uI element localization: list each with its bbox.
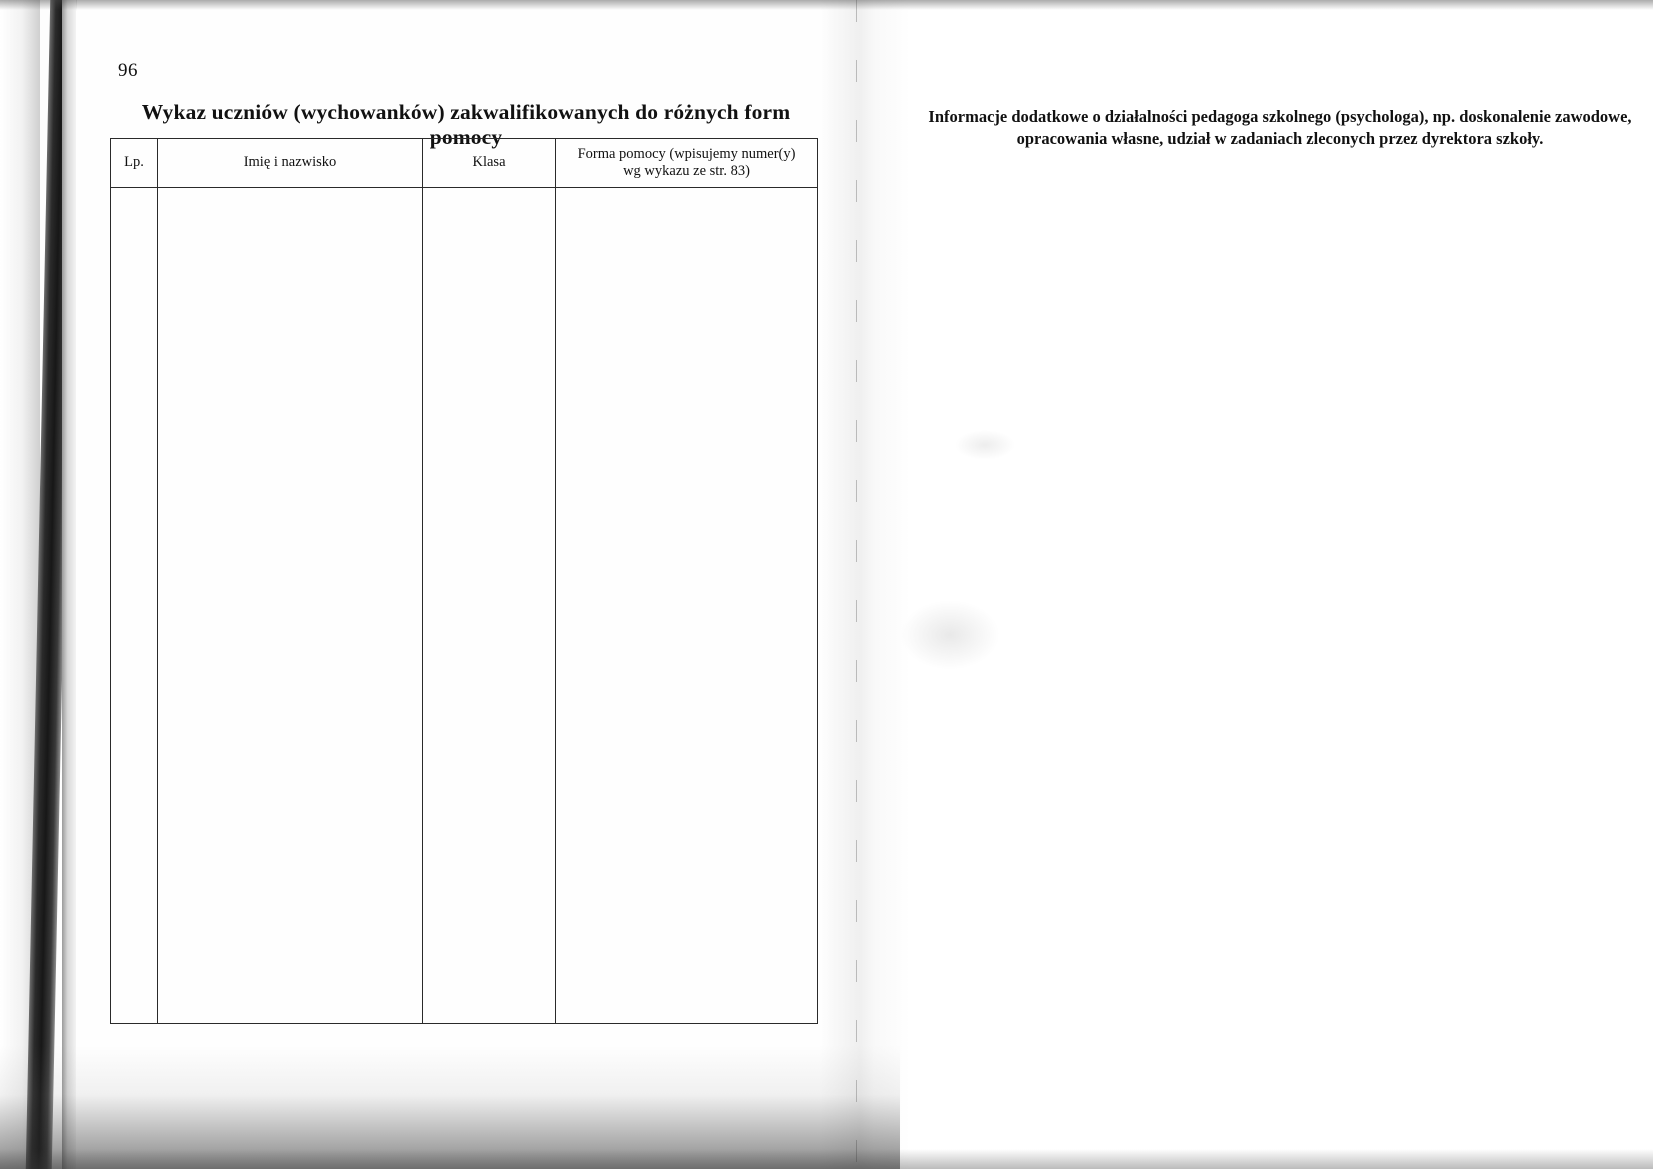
- cell-name[interactable]: [158, 188, 423, 1024]
- right-page-heading-line2: opracowania własne, udział w zadaniach zleconych przez dyrektora szkoły.: [1016, 129, 1544, 149]
- table-body: [111, 188, 818, 1024]
- top-edge-shadow: [0, 0, 1653, 10]
- spine-page-edge: [62, 0, 76, 1169]
- paper-smudge-secondary: [955, 430, 1015, 460]
- gutter-stitch-line: [856, 0, 857, 1169]
- column-header-assistance-form-line2: wg wykazu ze str. 83): [623, 163, 750, 179]
- pupils-assistance-table: [110, 138, 818, 1024]
- table-header-row: [111, 139, 818, 188]
- bottom-edge-shadow: [0, 1149, 1653, 1169]
- table-row[interactable]: [111, 188, 818, 1024]
- column-header-assistance-form: [556, 139, 818, 188]
- cell-lp[interactable]: [111, 188, 158, 1024]
- book-gutter: [820, 0, 910, 1169]
- right-page-heading: [900, 106, 1653, 151]
- cell-assistance-form[interactable]: [556, 188, 818, 1024]
- page-number: 96: [118, 60, 138, 81]
- page-title: Wykaz uczniów (wychowanków) zakwalifikowanych do różnych form pomocy: [141, 100, 791, 149]
- right-page: [860, 0, 1653, 1169]
- column-header-name: Imię i nazwisko: [158, 139, 423, 188]
- paper-smudge: [900, 600, 1000, 670]
- cell-class[interactable]: [423, 188, 556, 1024]
- table-header: [111, 139, 818, 188]
- column-header-lp: Lp.: [111, 139, 158, 188]
- column-header-class: Klasa: [423, 139, 556, 188]
- column-header-assistance-form-line1: Forma pomocy (wpisujemy numer(y): [577, 145, 796, 162]
- right-page-heading-line1: Informacje dodatkowe o działalności pedagoga szkolnego (psychologa), np. doskonalenie zawodowe,: [928, 107, 1632, 126]
